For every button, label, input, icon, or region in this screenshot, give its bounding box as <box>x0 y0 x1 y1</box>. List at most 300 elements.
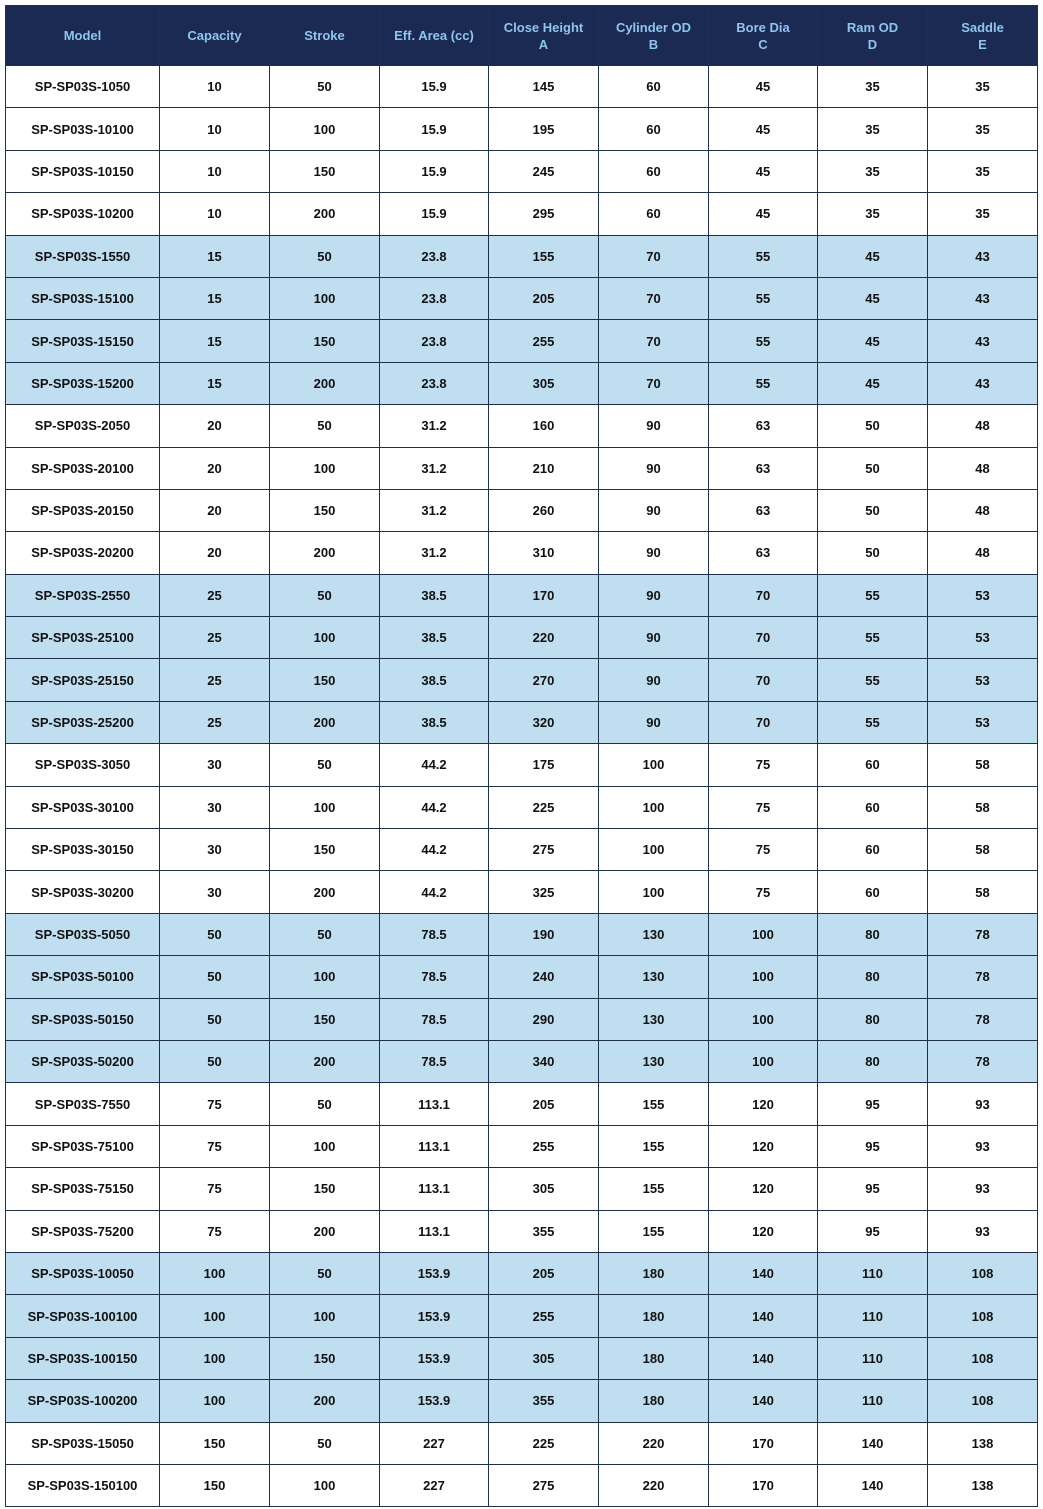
cell-eff-area: 78.5 <box>380 1040 489 1082</box>
cell-saddle: 93 <box>928 1083 1038 1125</box>
cell-capacity: 100 <box>160 1252 270 1294</box>
cell-bore-dia: 55 <box>709 277 818 319</box>
cell-saddle: 58 <box>928 744 1038 786</box>
cell-model: SP-SP03S-30150 <box>6 829 160 871</box>
cell-stroke: 150 <box>270 320 380 362</box>
cell-eff-area: 23.8 <box>380 277 489 319</box>
cell-model: SP-SP03S-50200 <box>6 1040 160 1082</box>
cell-stroke: 100 <box>270 1295 380 1337</box>
cell-ram-od: 110 <box>818 1295 928 1337</box>
cell-bore-dia: 140 <box>709 1295 818 1337</box>
cell-capacity: 10 <box>160 66 270 108</box>
cell-eff-area: 15.9 <box>380 66 489 108</box>
cell-capacity: 150 <box>160 1464 270 1506</box>
cell-close-height: 205 <box>489 277 599 319</box>
cell-stroke: 100 <box>270 956 380 998</box>
cell-model: SP-SP03S-100150 <box>6 1337 160 1379</box>
cell-bore-dia: 70 <box>709 617 818 659</box>
cell-bore-dia: 120 <box>709 1210 818 1252</box>
table-row <box>6 829 1038 871</box>
table-row <box>6 1295 1038 1337</box>
cell-close-height: 320 <box>489 701 599 743</box>
cell-cylinder-od: 60 <box>599 108 709 150</box>
table-row <box>6 447 1038 489</box>
cell-capacity: 15 <box>160 235 270 277</box>
table-row <box>6 1252 1038 1294</box>
cell-model: SP-SP03S-7550 <box>6 1083 160 1125</box>
cell-cylinder-od: 90 <box>599 574 709 616</box>
cell-ram-od: 110 <box>818 1380 928 1422</box>
cell-close-height: 160 <box>489 405 599 447</box>
cell-model: SP-SP03S-2050 <box>6 405 160 447</box>
cell-ram-od: 95 <box>818 1210 928 1252</box>
cell-bore-dia: 120 <box>709 1168 818 1210</box>
cell-cylinder-od: 70 <box>599 362 709 404</box>
cell-cylinder-od: 60 <box>599 193 709 235</box>
cell-bore-dia: 75 <box>709 871 818 913</box>
cell-cylinder-od: 130 <box>599 956 709 998</box>
cell-cylinder-od: 90 <box>599 489 709 531</box>
cell-bore-dia: 55 <box>709 320 818 362</box>
cell-eff-area: 113.1 <box>380 1125 489 1167</box>
cell-capacity: 30 <box>160 871 270 913</box>
cell-stroke: 50 <box>270 66 380 108</box>
cell-ram-od: 45 <box>818 277 928 319</box>
cell-eff-area: 78.5 <box>380 956 489 998</box>
cell-ram-od: 80 <box>818 913 928 955</box>
cell-stroke: 50 <box>270 574 380 616</box>
cell-eff-area: 38.5 <box>380 659 489 701</box>
cell-model: SP-SP03S-20100 <box>6 447 160 489</box>
cell-close-height: 340 <box>489 1040 599 1082</box>
cell-cylinder-od: 90 <box>599 447 709 489</box>
cell-close-height: 255 <box>489 320 599 362</box>
cell-saddle: 138 <box>928 1464 1038 1506</box>
cell-model: SP-SP03S-50150 <box>6 998 160 1040</box>
cell-ram-od: 80 <box>818 956 928 998</box>
cell-capacity: 20 <box>160 447 270 489</box>
cell-eff-area: 31.2 <box>380 532 489 574</box>
cell-ram-od: 95 <box>818 1125 928 1167</box>
cell-capacity: 25 <box>160 617 270 659</box>
cell-model: SP-SP03S-75150 <box>6 1168 160 1210</box>
table-body <box>6 66 1038 1507</box>
cell-saddle: 48 <box>928 532 1038 574</box>
cell-close-height: 325 <box>489 871 599 913</box>
cell-model: SP-SP03S-10150 <box>6 150 160 192</box>
cell-eff-area: 38.5 <box>380 701 489 743</box>
table-row <box>6 532 1038 574</box>
cell-eff-area: 44.2 <box>380 786 489 828</box>
column-header-line: Saddle <box>961 19 1004 35</box>
cell-model: SP-SP03S-20200 <box>6 532 160 574</box>
cell-cylinder-od: 220 <box>599 1464 709 1506</box>
table-row <box>6 956 1038 998</box>
cell-model: SP-SP03S-10100 <box>6 108 160 150</box>
cell-ram-od: 55 <box>818 617 928 659</box>
table-row <box>6 998 1038 1040</box>
cell-model: SP-SP03S-100100 <box>6 1295 160 1337</box>
cell-cylinder-od: 90 <box>599 659 709 701</box>
cell-capacity: 30 <box>160 786 270 828</box>
cell-cylinder-od: 180 <box>599 1337 709 1379</box>
cell-stroke: 150 <box>270 1168 380 1210</box>
cell-saddle: 93 <box>928 1168 1038 1210</box>
table-row <box>6 150 1038 192</box>
cell-cylinder-od: 155 <box>599 1083 709 1125</box>
cell-eff-area: 153.9 <box>380 1295 489 1337</box>
cell-ram-od: 80 <box>818 1040 928 1082</box>
cell-model: SP-SP03S-15050 <box>6 1422 160 1464</box>
cell-eff-area: 23.8 <box>380 362 489 404</box>
cell-capacity: 25 <box>160 659 270 701</box>
cell-saddle: 35 <box>928 108 1038 150</box>
cell-capacity: 75 <box>160 1210 270 1252</box>
cell-stroke: 50 <box>270 744 380 786</box>
column-header-line: E <box>978 36 987 52</box>
cell-capacity: 10 <box>160 193 270 235</box>
cell-ram-od: 45 <box>818 362 928 404</box>
table-row <box>6 1380 1038 1422</box>
cell-eff-area: 15.9 <box>380 150 489 192</box>
cell-close-height: 355 <box>489 1380 599 1422</box>
cell-bore-dia: 63 <box>709 489 818 531</box>
cell-stroke: 200 <box>270 1380 380 1422</box>
cell-saddle: 108 <box>928 1380 1038 1422</box>
table-row <box>6 320 1038 362</box>
cell-model: SP-SP03S-1050 <box>6 66 160 108</box>
cell-saddle: 43 <box>928 235 1038 277</box>
cell-ram-od: 45 <box>818 235 928 277</box>
cell-close-height: 295 <box>489 193 599 235</box>
cell-capacity: 30 <box>160 829 270 871</box>
cell-model: SP-SP03S-75200 <box>6 1210 160 1252</box>
cell-eff-area: 78.5 <box>380 998 489 1040</box>
cell-saddle: 108 <box>928 1337 1038 1379</box>
cell-stroke: 100 <box>270 1464 380 1506</box>
table-row <box>6 1464 1038 1506</box>
cell-stroke: 100 <box>270 277 380 319</box>
table-row <box>6 871 1038 913</box>
cell-saddle: 48 <box>928 447 1038 489</box>
cell-cylinder-od: 70 <box>599 277 709 319</box>
cell-cylinder-od: 130 <box>599 998 709 1040</box>
cell-cylinder-od: 90 <box>599 701 709 743</box>
cell-capacity: 15 <box>160 277 270 319</box>
cell-stroke: 150 <box>270 829 380 871</box>
cell-capacity: 100 <box>160 1380 270 1422</box>
cell-capacity: 10 <box>160 108 270 150</box>
cell-cylinder-od: 70 <box>599 320 709 362</box>
cell-capacity: 100 <box>160 1337 270 1379</box>
cell-ram-od: 50 <box>818 489 928 531</box>
cell-bore-dia: 55 <box>709 362 818 404</box>
cell-ram-od: 80 <box>818 998 928 1040</box>
table-row <box>6 277 1038 319</box>
cell-close-height: 310 <box>489 532 599 574</box>
cell-bore-dia: 140 <box>709 1252 818 1294</box>
table-row <box>6 786 1038 828</box>
column-header-stroke <box>270 6 380 66</box>
cell-capacity: 15 <box>160 320 270 362</box>
cell-stroke: 200 <box>270 1210 380 1252</box>
cell-close-height: 205 <box>489 1083 599 1125</box>
cell-bore-dia: 140 <box>709 1380 818 1422</box>
cell-ram-od: 60 <box>818 744 928 786</box>
cell-cylinder-od: 180 <box>599 1380 709 1422</box>
cell-capacity: 100 <box>160 1295 270 1337</box>
column-header-line: B <box>648 36 659 52</box>
cell-capacity: 25 <box>160 701 270 743</box>
cell-close-height: 170 <box>489 574 599 616</box>
cell-saddle: 35 <box>928 150 1038 192</box>
column-header-line: A <box>538 36 549 52</box>
cell-model: SP-SP03S-15200 <box>6 362 160 404</box>
table-row <box>6 362 1038 404</box>
cell-bore-dia: 63 <box>709 447 818 489</box>
header-row <box>6 6 1038 66</box>
cell-cylinder-od: 90 <box>599 532 709 574</box>
cell-cylinder-od: 155 <box>599 1168 709 1210</box>
cell-bore-dia: 55 <box>709 235 818 277</box>
cell-saddle: 138 <box>928 1422 1038 1464</box>
cell-stroke: 200 <box>270 701 380 743</box>
cell-eff-area: 44.2 <box>380 744 489 786</box>
cell-saddle: 48 <box>928 489 1038 531</box>
cell-saddle: 53 <box>928 659 1038 701</box>
cell-bore-dia: 45 <box>709 193 818 235</box>
cell-ram-od: 140 <box>818 1464 928 1506</box>
table-row <box>6 235 1038 277</box>
cell-stroke: 100 <box>270 108 380 150</box>
cell-model: SP-SP03S-2550 <box>6 574 160 616</box>
cell-eff-area: 31.2 <box>380 405 489 447</box>
cell-capacity: 50 <box>160 1040 270 1082</box>
cell-cylinder-od: 155 <box>599 1125 709 1167</box>
cell-cylinder-od: 180 <box>599 1252 709 1294</box>
cell-model: SP-SP03S-10050 <box>6 1252 160 1294</box>
cell-saddle: 108 <box>928 1295 1038 1337</box>
cell-eff-area: 113.1 <box>380 1083 489 1125</box>
cell-bore-dia: 63 <box>709 405 818 447</box>
cell-close-height: 175 <box>489 744 599 786</box>
cell-model: SP-SP03S-3050 <box>6 744 160 786</box>
cell-cylinder-od: 100 <box>599 744 709 786</box>
cell-capacity: 20 <box>160 405 270 447</box>
cell-stroke: 100 <box>270 1125 380 1167</box>
column-header-eff-area <box>380 6 489 66</box>
cell-eff-area: 227 <box>380 1464 489 1506</box>
cell-eff-area: 38.5 <box>380 617 489 659</box>
cell-close-height: 305 <box>489 1168 599 1210</box>
cell-eff-area: 113.1 <box>380 1210 489 1252</box>
cell-saddle: 58 <box>928 871 1038 913</box>
cell-capacity: 30 <box>160 744 270 786</box>
cell-eff-area: 15.9 <box>380 108 489 150</box>
cell-bore-dia: 45 <box>709 150 818 192</box>
cell-saddle: 78 <box>928 956 1038 998</box>
cell-capacity: 150 <box>160 1422 270 1464</box>
table-row <box>6 1168 1038 1210</box>
cell-ram-od: 50 <box>818 532 928 574</box>
cell-cylinder-od: 180 <box>599 1295 709 1337</box>
cell-close-height: 270 <box>489 659 599 701</box>
cell-stroke: 150 <box>270 659 380 701</box>
cell-ram-od: 95 <box>818 1168 928 1210</box>
cell-model: SP-SP03S-10200 <box>6 193 160 235</box>
cell-bore-dia: 45 <box>709 108 818 150</box>
cell-eff-area: 23.8 <box>380 235 489 277</box>
table-row <box>6 108 1038 150</box>
table-row <box>6 405 1038 447</box>
cell-ram-od: 60 <box>818 786 928 828</box>
cell-stroke: 200 <box>270 193 380 235</box>
cell-bore-dia: 75 <box>709 786 818 828</box>
cell-stroke: 50 <box>270 1083 380 1125</box>
table-row <box>6 913 1038 955</box>
cell-eff-area: 113.1 <box>380 1168 489 1210</box>
cell-model: SP-SP03S-25150 <box>6 659 160 701</box>
column-header-line: Capacity <box>187 28 242 43</box>
cell-model: SP-SP03S-15100 <box>6 277 160 319</box>
cell-close-height: 305 <box>489 362 599 404</box>
cell-close-height: 275 <box>489 829 599 871</box>
cell-model: SP-SP03S-75100 <box>6 1125 160 1167</box>
cell-ram-od: 50 <box>818 405 928 447</box>
cell-eff-area: 153.9 <box>380 1252 489 1294</box>
table-row <box>6 1083 1038 1125</box>
cell-saddle: 108 <box>928 1252 1038 1294</box>
column-header-line: C <box>758 36 768 52</box>
cell-bore-dia: 75 <box>709 829 818 871</box>
cell-ram-od: 50 <box>818 447 928 489</box>
cell-model: SP-SP03S-20150 <box>6 489 160 531</box>
cell-saddle: 35 <box>928 193 1038 235</box>
cell-capacity: 15 <box>160 362 270 404</box>
cell-eff-area: 78.5 <box>380 913 489 955</box>
cell-eff-area: 31.2 <box>380 489 489 531</box>
cell-saddle: 43 <box>928 277 1038 319</box>
cell-stroke: 150 <box>270 150 380 192</box>
cell-bore-dia: 100 <box>709 913 818 955</box>
cell-ram-od: 95 <box>818 1083 928 1125</box>
cell-model: SP-SP03S-25100 <box>6 617 160 659</box>
cell-saddle: 43 <box>928 362 1038 404</box>
cell-cylinder-od: 90 <box>599 617 709 659</box>
cell-ram-od: 140 <box>818 1422 928 1464</box>
cell-cylinder-od: 130 <box>599 1040 709 1082</box>
cell-bore-dia: 45 <box>709 66 818 108</box>
table-row <box>6 659 1038 701</box>
cell-stroke: 150 <box>270 489 380 531</box>
cell-saddle: 58 <box>928 786 1038 828</box>
cell-close-height: 305 <box>489 1337 599 1379</box>
cell-eff-area: 44.2 <box>380 871 489 913</box>
column-header-line: Cylinder OD <box>615 19 692 35</box>
column-header-bore-dia <box>709 6 818 66</box>
cell-bore-dia: 70 <box>709 574 818 616</box>
cell-saddle: 58 <box>928 829 1038 871</box>
cell-stroke: 100 <box>270 617 380 659</box>
cell-saddle: 78 <box>928 1040 1038 1082</box>
cell-stroke: 100 <box>270 447 380 489</box>
cell-cylinder-od: 90 <box>599 405 709 447</box>
table-row <box>6 1040 1038 1082</box>
cell-bore-dia: 75 <box>709 744 818 786</box>
cell-saddle: 93 <box>928 1210 1038 1252</box>
cell-eff-area: 153.9 <box>380 1380 489 1422</box>
cell-saddle: 35 <box>928 66 1038 108</box>
cell-capacity: 25 <box>160 574 270 616</box>
cell-model: SP-SP03S-50100 <box>6 956 160 998</box>
cell-eff-area: 227 <box>380 1422 489 1464</box>
cell-ram-od: 35 <box>818 108 928 150</box>
cell-eff-area: 38.5 <box>380 574 489 616</box>
cell-stroke: 50 <box>270 913 380 955</box>
cell-bore-dia: 170 <box>709 1464 818 1506</box>
cell-bore-dia: 100 <box>709 998 818 1040</box>
column-header-line: Stroke <box>304 28 345 43</box>
table-row <box>6 1422 1038 1464</box>
cell-close-height: 195 <box>489 108 599 150</box>
cell-close-height: 255 <box>489 1295 599 1337</box>
cell-capacity: 50 <box>160 956 270 998</box>
cell-close-height: 255 <box>489 1125 599 1167</box>
cell-eff-area: 153.9 <box>380 1337 489 1379</box>
cell-ram-od: 55 <box>818 574 928 616</box>
cell-cylinder-od: 220 <box>599 1422 709 1464</box>
cell-model: SP-SP03S-30200 <box>6 871 160 913</box>
cell-cylinder-od: 100 <box>599 829 709 871</box>
cell-saddle: 48 <box>928 405 1038 447</box>
cell-cylinder-od: 70 <box>599 235 709 277</box>
cell-close-height: 220 <box>489 617 599 659</box>
cell-saddle: 53 <box>928 701 1038 743</box>
cell-bore-dia: 120 <box>709 1083 818 1125</box>
table-row <box>6 701 1038 743</box>
column-header-model <box>6 6 160 66</box>
cell-close-height: 275 <box>489 1464 599 1506</box>
cell-model: SP-SP03S-1550 <box>6 235 160 277</box>
cell-bore-dia: 100 <box>709 956 818 998</box>
cell-ram-od: 35 <box>818 150 928 192</box>
cell-ram-od: 35 <box>818 193 928 235</box>
column-header-ram-od <box>818 6 928 66</box>
cell-close-height: 225 <box>489 786 599 828</box>
cell-stroke: 100 <box>270 786 380 828</box>
cell-cylinder-od: 100 <box>599 786 709 828</box>
cell-stroke: 50 <box>270 235 380 277</box>
cell-close-height: 155 <box>489 235 599 277</box>
cell-cylinder-od: 100 <box>599 871 709 913</box>
column-header-line: Model <box>63 28 102 43</box>
cell-ram-od: 110 <box>818 1252 928 1294</box>
cell-capacity: 10 <box>160 150 270 192</box>
cell-bore-dia: 120 <box>709 1125 818 1167</box>
cell-stroke: 50 <box>270 1252 380 1294</box>
cell-eff-area: 23.8 <box>380 320 489 362</box>
cell-saddle: 93 <box>928 1125 1038 1167</box>
cell-cylinder-od: 60 <box>599 150 709 192</box>
cell-stroke: 200 <box>270 1040 380 1082</box>
column-header-close-height <box>489 6 599 66</box>
cell-model: SP-SP03S-100200 <box>6 1380 160 1422</box>
cell-model: SP-SP03S-150100 <box>6 1464 160 1506</box>
cell-eff-area: 44.2 <box>380 829 489 871</box>
cell-ram-od: 45 <box>818 320 928 362</box>
cell-capacity: 20 <box>160 489 270 531</box>
cell-capacity: 75 <box>160 1083 270 1125</box>
